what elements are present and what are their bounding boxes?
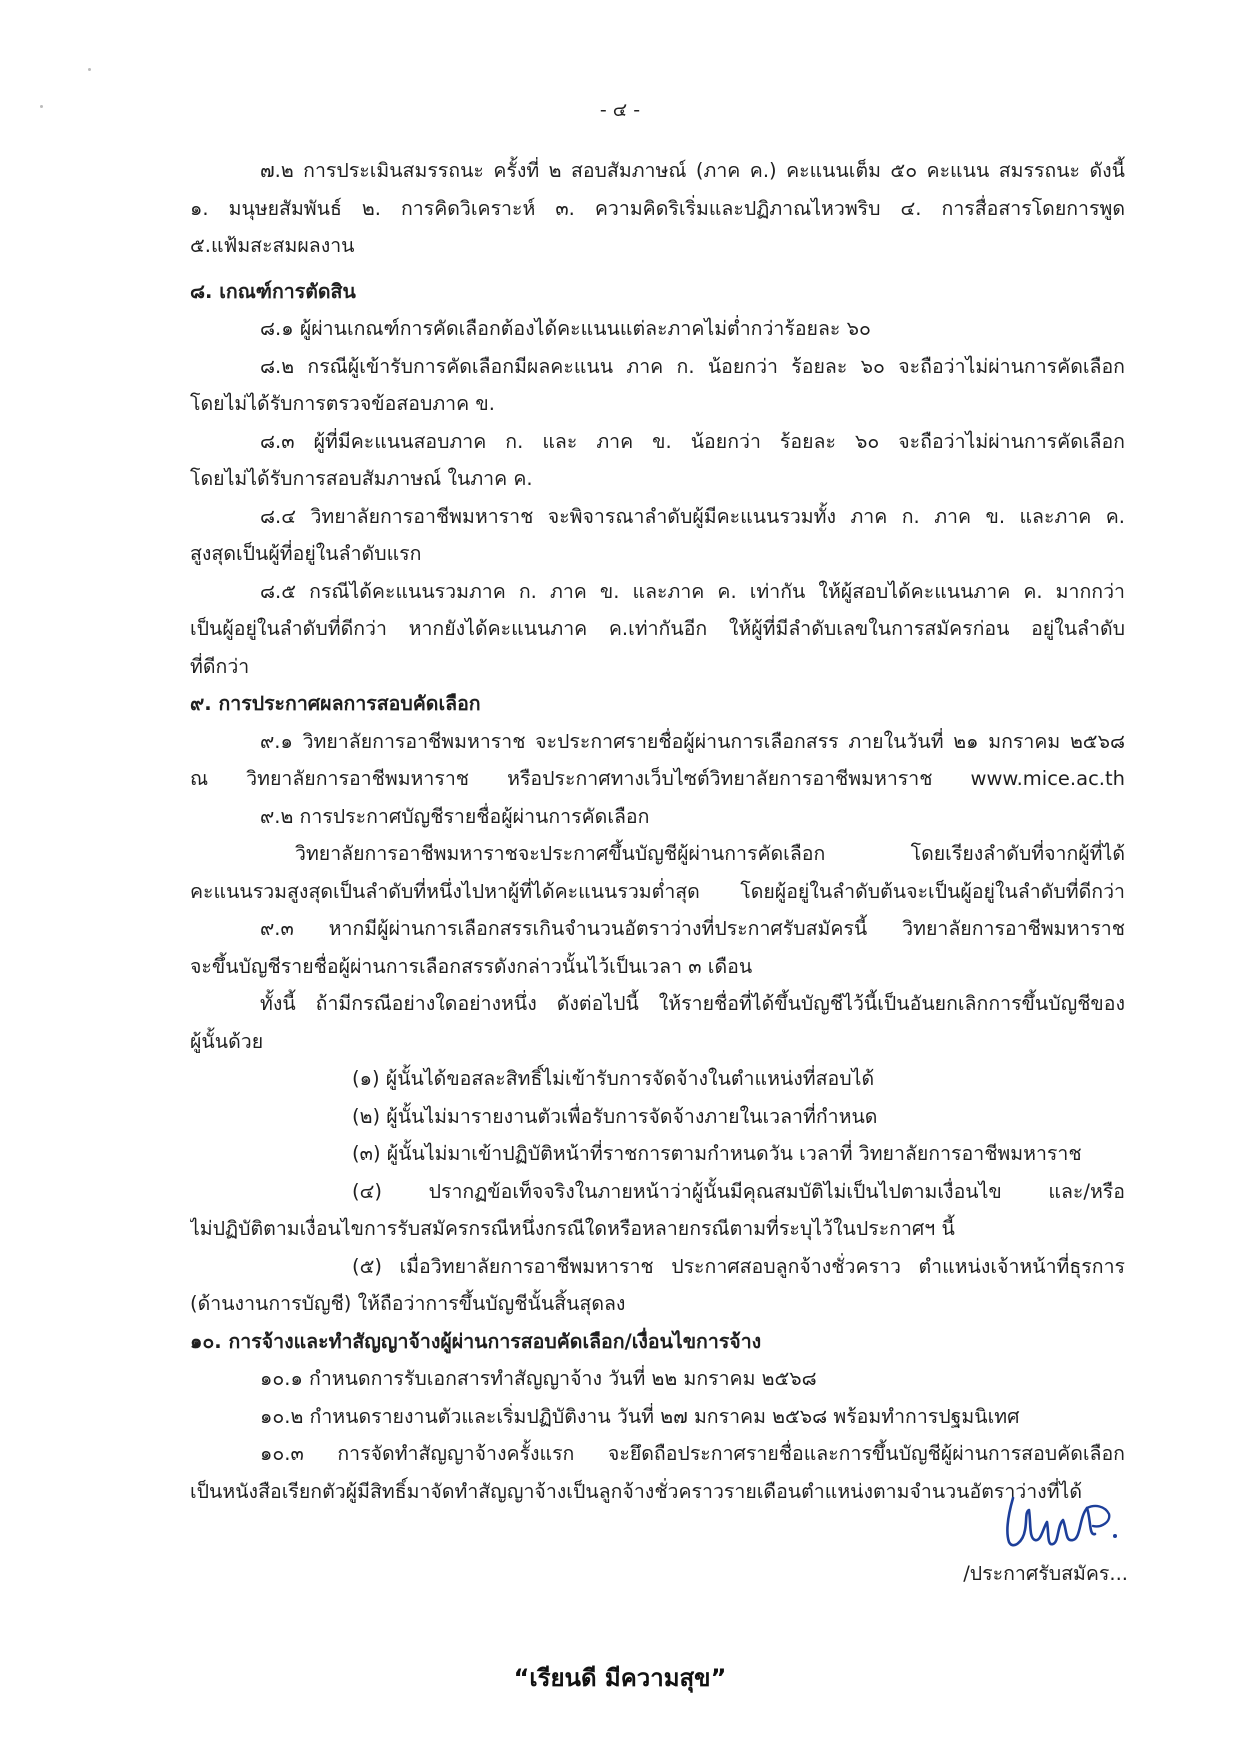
section-9-1-line-1: ๙.๑ วิทยาลัยการอาชีพมหาราช จะประกาศรายชื่อผู้ผ่านการเลือกสรร ภายในวันที่ ๒๑ มกราคม ๒๕๖๘ [260, 729, 1125, 753]
list-item-5-line-1: (๕) เมื่อวิทยาลัยการอาชีพมหาราช ประกาศสอบลูกจ้างชั่วคราว ตำแหน่งเจ้าหน้าที่ธุรการ [352, 1254, 1125, 1278]
section-8-1: ๘.๑ ผู้ผ่านเกณฑ์การคัดเลือกต้องได้คะแนนแต่ละภาคไม่ต่ำกว่าร้อยละ ๖๐ [260, 317, 871, 340]
list-item-3: (๓) ผู้นั้นไม่มาเข้าปฏิบัติหน้าที่ราชการตามกำหนดวัน เวลาที่ วิทยาลัยการอาชีพมหาราช [352, 1142, 1082, 1165]
list-item-2: (๒) ผู้นั้นไม่มารายงานตัวเพื่อรับการจัดจ้างภายในเวลาที่กำหนด [352, 1104, 878, 1128]
page-number: - ๔ - [599, 99, 641, 121]
list-item-5-line-2: (ด้านงานการบัญชี) ให้ถือว่าการขึ้นบัญชีนั้นสิ้นสุดลง [190, 1292, 626, 1315]
section-8-heading: ๘. เกณฑ์การตัดสิน [190, 279, 356, 303]
section-8-5-line-1: ๘.๕ กรณีได้คะแนนรวมภาค ก. ภาค ข. และภาค ค. เท่ากัน ให้ผู้สอบได้คะแนนภาค ค. มากกว่า [260, 579, 1125, 603]
section-8-2-line-1: ๘.๒ กรณีผู้เข้ารับการคัดเลือกมีผลคะแนน ภาค ก. น้อยกว่า ร้อยละ ๖๐ จะถือว่าไม่ผ่านการคัดเลือก [260, 354, 1125, 378]
section-9-4-line-2: ผู้นั้นด้วย [190, 1029, 264, 1053]
document-body [190, 152, 1125, 1510]
scan-speck [40, 105, 43, 108]
section-8-3-line-1: ๘.๓ ผู้ที่มีคะแนนสอบภาค ก. และ ภาค ข. น้อยกว่า ร้อยละ ๖๐ จะถือว่าไม่ผ่านการคัดเลือก [260, 429, 1125, 453]
college-motto: “เรียนดี มีความสุข” [513, 1664, 727, 1692]
continuation-note: /ประกาศรับสมัคร... [963, 1562, 1128, 1585]
list-item-4-line-1: (๔) ปรากฏข้อเท็จจริงในภายหน้าว่าผู้นั้นมีคุณสมบัติไม่เป็นไปตามเงื่อนไข และ/หรือ [352, 1179, 1125, 1203]
section-7-2-line-1: ๗.๒ การประเมินสมรรถนะ ครั้งที่ ๒ สอบสัมภาษณ์ (ภาค ค.) คะแนนเต็ม ๕๐ คะแนน สมรรถนะ ดังนี้ [260, 159, 1125, 182]
section-8-4-line-2: สูงสุดเป็นผู้ที่อยู่ในลำดับแรก [190, 542, 422, 565]
section-7-2-line-2: ๑. มนุษยสัมพันธ์ ๒. การคิดวิเคราะห์ ๓. ความคิดริเริ่มและปฏิภาณไหวพริบ ๔. การสื่อสารโดยการพูด [190, 196, 1125, 220]
section-8-5-line-2: เป็นผู้อยู่ในลำดับที่ดีกว่า หากยังได้คะแนนภาค ค.เท่ากันอีก ให้ผู้ที่มีลำดับเลขในการสมัครก่อน อยู่ในลำดับ [190, 617, 1125, 640]
section-9-1-line-2: ณ วิทยาลัยการอาชีพมหาราช หรือประกาศทางเว็บไซต์วิทยาลัยการอาชีพมหาราช www.mice.ac.th [190, 767, 1125, 790]
section-10-2: ๑๐.๒ กำหนดรายงานตัวและเริ่มปฏิบัติงาน วันที่ ๒๗ มกราคม ๒๕๖๘ พร้อมทำการปฐมนิเทศ [260, 1404, 1020, 1428]
section-9-2-line-2: คะแนนรวมสูงสุดเป็นลำดับที่หนึ่งไปหาผู้ที่ได้คะแนนรวมต่ำสุด โดยผู้อยู่ในลำดับต้นจะเป็นผู้อยู่ในลำดับที่ดีกว่า [190, 879, 1125, 903]
section-10-heading: ๑๐. การจ้างและทำสัญญาจ้างผู้ผ่านการสอบคัดเลือก/เงื่อนไขการจ้าง [190, 1329, 762, 1353]
section-9-2-title: ๙.๒ การประกาศบัญชีรายชื่อผู้ผ่านการคัดเลือก [260, 804, 650, 828]
list-item-1: (๑) ผู้นั้นได้ขอสละสิทธิ์ไม่เข้ารับการจัดจ้างในตำแหน่งที่สอบได้ [352, 1067, 875, 1090]
section-9-2-line-1: วิทยาลัยการอาชีพมหาราชจะประกาศขึ้นบัญชีผู้ผ่านการคัดเลือก โดยเรียงลำดับที่จากผู้ที่ได้ [295, 842, 1125, 865]
handwritten-signature [995, 1490, 1125, 1560]
list-item-4-line-2: ไม่ปฏิบัติตามเงื่อนไขการรับสมัครกรณีหนึ่งกรณีใดหรือหลายกรณีตามที่ระบุไว้ในประกาศฯ นี้ [190, 1217, 955, 1240]
section-10-1: ๑๐.๑ กำหนดการรับเอกสารทำสัญญาจ้าง วันที่ ๒๒ มกราคม ๒๕๖๘ [260, 1367, 817, 1390]
section-10-3-line-2: เป็นหนังสือเรียกตัวผู้มีสิทธิ์มาจัดทำสัญญาจ้างเป็นลูกจ้างชั่วคราวรายเดือนตำแหน่งตามจำนวนอัตราว่างที่ได้ [190, 1479, 1083, 1503]
section-8-4-line-1: ๘.๔ วิทยาลัยการอาชีพมหาราช จะพิจารณาลำดับผู้มีคะแนนรวมทั้ง ภาค ก. ภาค ข. และภาค ค. [260, 504, 1125, 528]
section-9-heading: ๙. การประกาศผลการสอบคัดเลือก [190, 692, 481, 715]
section-8-2-line-2: โดยไม่ได้รับการตรวจข้อสอบภาค ข. [190, 392, 495, 415]
section-9-3-line-1: ๙.๓ หากมีผู้ผ่านการเลือกสรรเกินจำนวนอัตราว่างที่ประกาศรับสมัครนี้ วิทยาลัยการอาชีพมหาราช [260, 917, 1125, 940]
section-8-5-line-3: ที่ดีกว่า [190, 654, 250, 678]
section-9-3-line-2: จะขึ้นบัญชีรายชื่อผู้ผ่านการเลือกสรรดังกล่าวนั้นไว้เป็นเวลา ๓ เดือน [190, 954, 753, 978]
section-10-3-line-1: ๑๐.๓ การจัดทำสัญญาจ้างครั้งแรก จะยึดถือประกาศรายชื่อและการขึ้นบัญชีผู้ผ่านการสอบคัดเลือก [260, 1442, 1125, 1465]
section-9-4-line-1: ทั้งนี้ ถ้ามีกรณีอย่างใดอย่างหนึ่ง ดังต่อไปนี้ ให้รายชื่อที่ได้ขึ้นบัญชีไว้นี้เป็นอันยกเลิกการขึ้นบัญชีของ [260, 992, 1125, 1015]
section-8-3-line-2: โดยไม่ได้รับการสอบสัมภาษณ์ ในภาค ค. [190, 467, 533, 490]
scan-speck [88, 68, 91, 71]
section-7-2-line-3: ๕.แฟ้มสะสมผลงาน [190, 234, 355, 257]
